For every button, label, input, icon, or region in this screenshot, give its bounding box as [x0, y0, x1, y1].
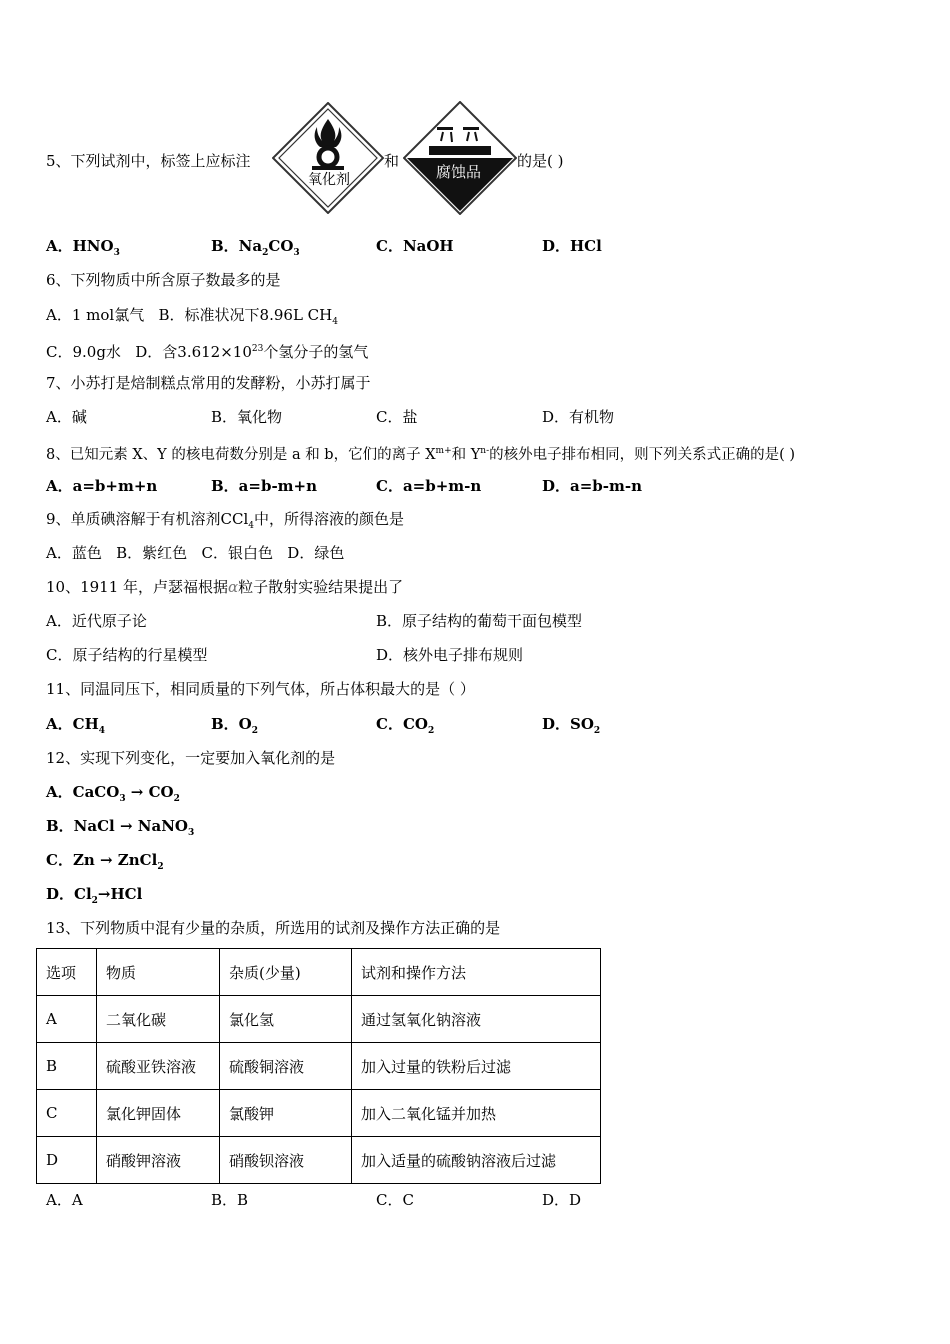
q13-option-c: C．C — [376, 1191, 414, 1209]
q10-stem: 10、1911 年，卢瑟福根据α粒子散射实验结果提出了 — [46, 578, 404, 596]
alpha-symbol: α — [228, 578, 239, 596]
q8-option-b: B．a=b-m+n — [211, 477, 318, 495]
q11-option-b: B．$O_2$ — [211, 715, 259, 736]
q12-option-b: B．NaCl → NaNO$_3$ — [46, 817, 195, 838]
q8-stem: 8、已知元素 X、Y 的核电荷数分别是 a 和 b，它们的离子 $X^{m+}$和 $Y^{n-}$的核外电子排布相同，则下列关系式正确的是( ) — [46, 446, 796, 463]
q9-option-c: C．银白色 — [201, 544, 273, 562]
table-row — [37, 996, 601, 1043]
q5-connector: 和 — [384, 152, 400, 170]
q8-option-d: D．a=b-m-n — [542, 477, 643, 495]
q5-option-c: C．NaOH — [376, 237, 454, 255]
table-cell: 二氧化碳 — [97, 996, 220, 1043]
table-cell: 加入适量的硫酸钠溶液后过滤 — [352, 1137, 601, 1184]
table-cell: 硝酸钡溶液 — [220, 1137, 352, 1184]
q13-option-b: B．B — [211, 1191, 249, 1209]
q11-option-a: A．$CH_4$ — [46, 715, 106, 736]
oxidizer-hazard-icon — [272, 102, 384, 214]
q13-option-d: D．D — [542, 1191, 582, 1209]
table-cell: 氯酸钾 — [220, 1090, 352, 1137]
table-cell: 加入二氧化锰并加热 — [352, 1090, 601, 1137]
q10-option-b: B．原子结构的葡萄干面包模型 — [376, 612, 583, 630]
table-cell: 氯化氢 — [220, 996, 352, 1043]
q11-option-d: D．$SO_2$ — [542, 715, 601, 736]
q12-stem: 12、实现下列变化，一定要加入氧化剂的是 — [46, 749, 336, 767]
q7-option-d: D．有机物 — [542, 408, 615, 426]
q11-stem: 11、同温同压下，相同质量的下列气体，所占体积最大的是（ ） — [46, 680, 475, 698]
table-row — [37, 1137, 601, 1184]
q6-stem: 6、下列物质中所含原子数最多的是 — [46, 271, 281, 289]
q5-tail: 的是( ) — [517, 152, 564, 170]
table-header-cell: 试剂和操作方法 — [352, 949, 601, 996]
table-cell: 通过氢氧化钠溶液 — [352, 996, 601, 1043]
q6-option-c: C．9.0g水 — [46, 343, 121, 361]
table-cell: 硫酸铜溶液 — [220, 1043, 352, 1090]
table-cell: 硝酸钾溶液 — [97, 1137, 220, 1184]
q8-option-a: A．a=b+m+n — [46, 477, 158, 495]
q7-stem: 7、小苏打是焙制糕点常用的发酵粉，小苏打属于 — [46, 374, 371, 392]
q12-option-a: A．CaCO$_3$ → $CO_2$ — [46, 783, 180, 804]
q9-option-d: D．绿色 — [287, 544, 345, 562]
q9-options — [46, 543, 344, 563]
table-row — [37, 1043, 601, 1090]
q9-option-b: B．紫红色 — [116, 544, 188, 562]
table-header-cell: 杂质(少量) — [220, 949, 352, 996]
q6-options-cd — [46, 339, 368, 362]
q7-option-a: A．碱 — [46, 408, 87, 426]
corrosive-hazard-icon — [403, 101, 517, 215]
q8-option-c: C．a=b+m-n — [376, 477, 482, 495]
q10-option-a: A．近代原子论 — [46, 612, 147, 630]
oxidizer-sign-label: 氧化剂 — [308, 172, 350, 188]
q6-option-b: B．标准状况下8.96L $CH_4$ — [158, 306, 338, 327]
q6-options-ab — [46, 305, 338, 332]
q5-stem: 5、下列试剂中，标签上应标注 — [46, 152, 251, 170]
table-cell: D — [37, 1137, 97, 1184]
table-cell: 氯化钾固体 — [97, 1090, 220, 1137]
q10-option-d: D．核外电子排布规则 — [376, 646, 524, 664]
q10-option-c: C．原子结构的行星模型 — [46, 646, 208, 664]
q5-option-b: B．$Na_2CO_3$ — [211, 237, 300, 258]
table-cell: 硫酸亚铁溶液 — [97, 1043, 220, 1090]
table-cell: A — [37, 996, 97, 1043]
q6-option-d: D．含$3.612\times 10^{23}$个氢分子的氢气 — [135, 343, 369, 361]
table-row — [37, 1090, 601, 1137]
table-header-cell: 物质 — [97, 949, 220, 996]
table-cell: 加入过量的铁粉后过滤 — [352, 1043, 601, 1090]
q13-stem: 13、下列物质中混有少量的杂质，所选用的试剂及操作方法正确的是 — [46, 919, 501, 937]
q9-stem: 9、单质碘溶解于有机溶剂CCl$_4$中，所得溶液的颜色是 — [46, 510, 405, 531]
table-header-row — [37, 949, 601, 996]
q6-option-a: A．1 mol氯气 — [46, 306, 145, 324]
q13-table — [36, 948, 601, 1184]
q12-option-d: D．$Cl_2\to HCl$ — [46, 885, 143, 906]
q5-option-a: A．$HNO_3$ — [46, 237, 120, 258]
q7-option-b: B．氧化物 — [211, 408, 283, 426]
q13-option-a: A．A — [46, 1191, 83, 1209]
q7-option-c: C．盐 — [376, 408, 418, 426]
table-header-cell: 选项 — [37, 949, 97, 996]
q9-option-a: A．蓝色 — [46, 544, 102, 562]
q5-option-d: D．HCl — [542, 237, 602, 255]
table-cell: C — [37, 1090, 97, 1137]
table-cell: B — [37, 1043, 97, 1090]
q12-option-c: C．Zn → ZnCl$_2$ — [46, 851, 164, 872]
q11-option-c: C．$CO_2$ — [376, 715, 435, 736]
corrosive-sign-label: 腐蚀品 — [436, 163, 482, 181]
